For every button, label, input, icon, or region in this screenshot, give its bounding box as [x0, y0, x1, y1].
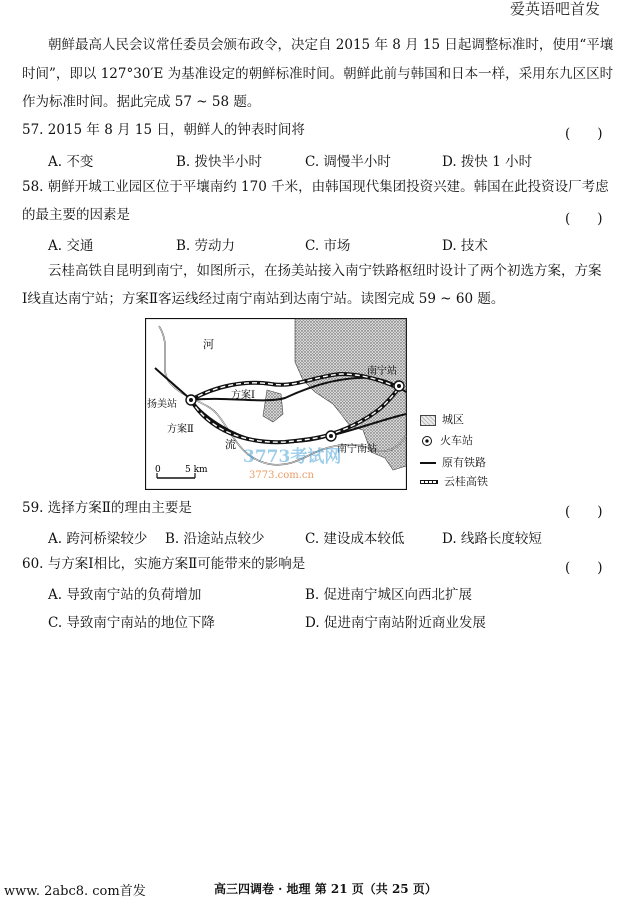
legend-railway-label: 原有铁路 [442, 456, 486, 469]
q58-stem-line1: 58. 朝鲜开城工业园区位于平壤南约 170 千米，由韩国现代集团投资兴建。韩国在此投资设厂考虑 [22, 179, 609, 195]
q60-option-a[interactable]: A. 导致南宁站的负荷增加 [48, 587, 202, 603]
station-icon [422, 436, 432, 446]
q57-option-b[interactable]: B. 拨快半小时 [176, 154, 263, 170]
footer-page-info: 高三四调卷 · 地理 第 21 页（共 25 页） [214, 882, 437, 896]
legend-highspeed-label: 云桂高铁 [444, 475, 488, 488]
q57-option-c[interactable]: C. 调慢半小时 [305, 154, 391, 170]
q57-option-d[interactable]: D. 拨快 1 小时 [442, 154, 533, 170]
scale-0: 0 [155, 465, 161, 475]
q59-option-c[interactable]: C. 建设成本较低 [305, 531, 405, 547]
q60-option-d[interactable]: D. 促进南宁南站附近商业发展 [305, 615, 486, 631]
label-plan2: 方案Ⅱ [167, 424, 194, 435]
q58-stem-line2: 的最主要的因素是 [22, 207, 130, 223]
intro1-line2: 时间”，即以 127°30′E 为基准设定的朝鲜标准时间。朝鲜此前与韩国和日本一样，采用东九区区时 [22, 66, 614, 82]
legend-urban-label: 城区 [442, 413, 464, 426]
legend-highspeed [420, 473, 488, 489]
legend-railway-line [420, 462, 436, 464]
railway-map [145, 318, 407, 490]
q58-option-a[interactable]: A. 交通 [48, 238, 94, 254]
q59-paren: ( ) [565, 504, 603, 520]
q60-option-c[interactable]: C. 导致南宁南站的地位下降 [48, 615, 215, 631]
footer-left-watermark: www. 2abc8. com首发 [4, 884, 146, 899]
label-river-1: 河 [203, 338, 214, 351]
q58-option-c[interactable]: C. 市场 [305, 238, 351, 254]
map-watermark: 3773考试网 [243, 447, 342, 467]
legend-urban-swatch [420, 415, 436, 426]
q58-option-b[interactable]: B. 劳动力 [176, 238, 236, 254]
q58-option-d[interactable]: D. 技术 [442, 238, 488, 254]
legend-urban [420, 411, 464, 427]
q60-paren: ( ) [565, 560, 603, 576]
q57-option-a[interactable]: A. 不变 [48, 154, 94, 170]
station-yangmei [186, 395, 196, 405]
legend-station-label: 火车站 [440, 434, 473, 447]
q59-option-d[interactable]: D. 线路长度较短 [442, 531, 542, 547]
q57-paren: ( ) [565, 126, 603, 142]
q60-stem: 60. 与方案Ⅰ相比，实施方案Ⅱ可能带来的影响是 [22, 556, 306, 572]
station-nanning-south [326, 431, 336, 441]
q59-option-b[interactable]: B. 沿途站点较少 [165, 531, 265, 547]
q57-stem: 57. 2015 年 8 月 15 日，朝鲜人的钟表时间将 [22, 122, 305, 138]
legend-highspeed-line [420, 480, 438, 484]
label-nanning: 南宁站 [367, 366, 397, 377]
railway-map-svg [145, 318, 407, 490]
label-river-2: 流 [225, 438, 236, 451]
q59-option-a[interactable]: A. 跨河桥梁较少 [48, 531, 148, 547]
label-nanning-south: 南宁南站 [337, 444, 377, 455]
legend-railway [420, 454, 486, 470]
station-nanning [394, 381, 404, 391]
q58-paren: ( ) [565, 211, 603, 227]
scale-5km: 5 km [185, 465, 208, 475]
map-watermark-url: 3773.com.cn [249, 470, 314, 481]
label-plan1: 方案Ⅰ [231, 390, 255, 401]
intro1-line3: 作为标准时间。据此完成 57 ~ 58 题。 [22, 94, 261, 110]
intro2-line1: 云桂高铁自昆明到南宁，如图所示，在扬美站接入南宁铁路枢纽时设计了两个初选方案，方案 [48, 263, 602, 279]
intro1-line1: 朝鲜最高人民会议常任委员会颁布政令，决定自 2015 年 8 月 15 日起调整标准时，使用“平壤 [48, 37, 614, 53]
label-yangmei: 扬美站 [147, 399, 177, 410]
intro2-line2: Ⅰ线直达南宁站；方案Ⅱ客运线经过南宁南站到达南宁站。读图完成 59 ~ 60 题。 [22, 291, 505, 307]
q60-option-b[interactable]: B. 促进南宁城区向西北扩展 [305, 587, 473, 603]
top-watermark: 爱英语吧首发 [510, 0, 601, 18]
legend-station [420, 432, 473, 448]
q59-stem: 59. 选择方案Ⅱ的理由主要是 [22, 500, 192, 516]
